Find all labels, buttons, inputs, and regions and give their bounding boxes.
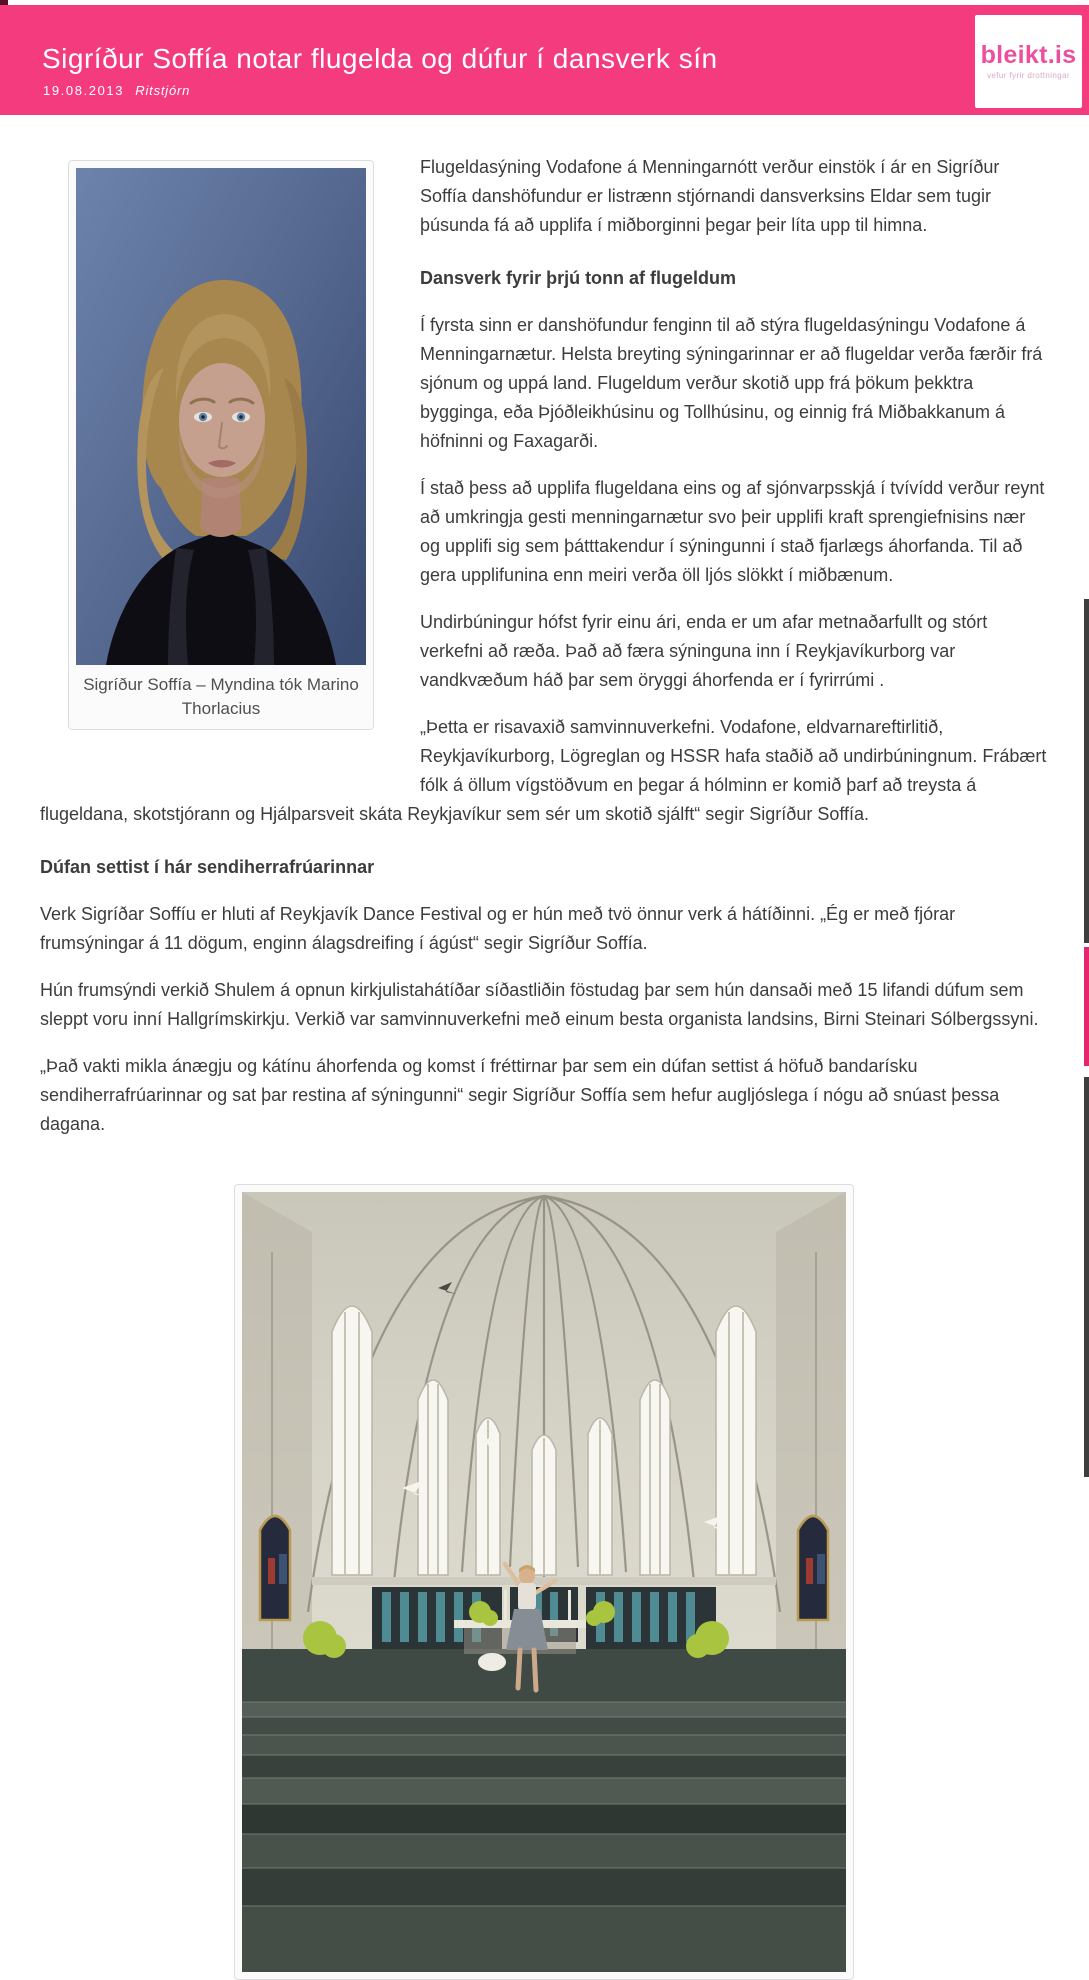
site-logo-tagline: vefur fyrir drottningar bbox=[986, 71, 1070, 80]
portrait-figure[interactable] bbox=[68, 160, 374, 730]
church-photo bbox=[242, 1192, 846, 1972]
article-paragraph-1: Flugeldasýning Vodafone á Menningarnótt verður einstök í ár en Sigríður Soffía danshöfundur er listrænn stjórnandi dansverksins Eldar sem tugir þúsunda fá að upplifa í miðborginni þegar þeir líta upp til himna. bbox=[420, 157, 1000, 235]
page-title: Sigríður Soffía notar flugelda og dúfur í dansverk sín bbox=[42, 43, 718, 74]
article-paragraph-8: „Það vakti mikla ánægju og kátínu áhorfenda og komst í fréttirnar þar sem ein dúfan settist á höfuð bandarísku sendiherrafrúarinnar og sat þar restina af sýningunni“ segir Sigríður Soffía sem hefur augljóslega í nógu að snúast þessa dagana. bbox=[40, 1056, 1000, 1134]
church-photo-illustration bbox=[242, 1192, 846, 1972]
section-heading-1: Dansverk fyrir þrjú tonn af flugeldum bbox=[420, 268, 737, 288]
article-date: 19.08.2013 bbox=[43, 83, 125, 98]
article-paragraph-2: Í fyrsta sinn er danshöfundur fenginn til að stýra flugeldasýningu Vodafone á Menningarnætur. Helsta breyting sýningarinnar er að flugeldar verða færðir frá sjónum og uppá land. Flugeldum verður skotið upp frá þökum þekktra bygginga, eða Þjóðleikhúsinu og Tollhúsinu, og einnig frá Miðbakkanum á höfninni og Faxagarði. bbox=[420, 315, 1043, 451]
scrollbar-segment-top[interactable] bbox=[1084, 599, 1089, 943]
portrait-photo-illustration bbox=[76, 168, 366, 665]
article-paragraph-7: Hún frumsýndi verkið Shulem á opnun kirkjulistahátíðar síðastliðin föstudag þar sem hún dansaði með 15 lifandi dúfum sem sleppt voru inní Hallgrímskirkju. Verkið var samvinnuverkefni með einum besta organista landsins, Birni Steinari Sólbergssyni. bbox=[40, 980, 1039, 1029]
article-meta bbox=[43, 83, 190, 98]
scrollbar-segment-pink[interactable] bbox=[1084, 947, 1089, 1066]
section-heading-2: Dúfan settist í hár sendiherrafrúarinnar bbox=[40, 857, 375, 877]
article-author[interactable]: Ritstjórn bbox=[135, 83, 191, 98]
article-paragraph-6: Verk Sigríðar Soffíu er hluti af Reykjavík Dance Festival og er hún með tvö önnur verk á hátíðinni. „Ég er með fjórar frumsýningar á 11 dögum, enginn álagsdreifing í ágúst“ segir Sigríður Soffía. bbox=[40, 904, 956, 953]
portrait-caption: Sigríður Soffía – Myndina tók Marino Thorlacius bbox=[83, 675, 359, 718]
article-paragraph-4: Undirbúningur hófst fyrir einu ári, enda er um afar metnaðarfullt og stórt verkefni að ræða. Það að færa sýninguna inn í Reykjavíkurborg var vandkvæðum háð þar sem öryggi áhorfenda er í fyrirrúmi . bbox=[420, 612, 988, 690]
site-logo[interactable] bbox=[975, 15, 1082, 108]
article-body bbox=[0, 115, 1089, 1980]
church-figure[interactable] bbox=[234, 1184, 854, 1980]
article-paragraph-3: Í stað þess að upplifa flugeldana eins og af sjónvarpsskjá í tvívídd verður reynt að umkringja gesti menningarnætur svo þeir upplifi kraft sprengiefnisins nær og upplifi sig sem þátttakendur í sýningunni í stað fjarlægs áhorfanda. Til að gera upplifunina enn meiri verða öll ljós slökkt í miðbænum. bbox=[420, 478, 1045, 585]
site-logo-text: bleikt.is bbox=[980, 41, 1077, 69]
scrollbar-segment-bottom[interactable] bbox=[1084, 1077, 1089, 1477]
portrait-photo bbox=[76, 168, 366, 665]
article-header bbox=[0, 5, 1089, 115]
article-paragraph-5: „Þetta er risavaxið samvinnuverkefni. Vodafone, eldvarnareftirlitið, Reykjavíkurborg, Lögreglan og HSSR hafa staðið að undirbúningnum. Frábært fólk á öllum vígstöðvum en þegar á hólminn er komið þarf að treysta á flugeldana, skotstjórann og Hjálparsveit skáta Reykjavíkur sem sér um skotið sjálft“ segir Sigríður Soffía. bbox=[40, 717, 1047, 824]
